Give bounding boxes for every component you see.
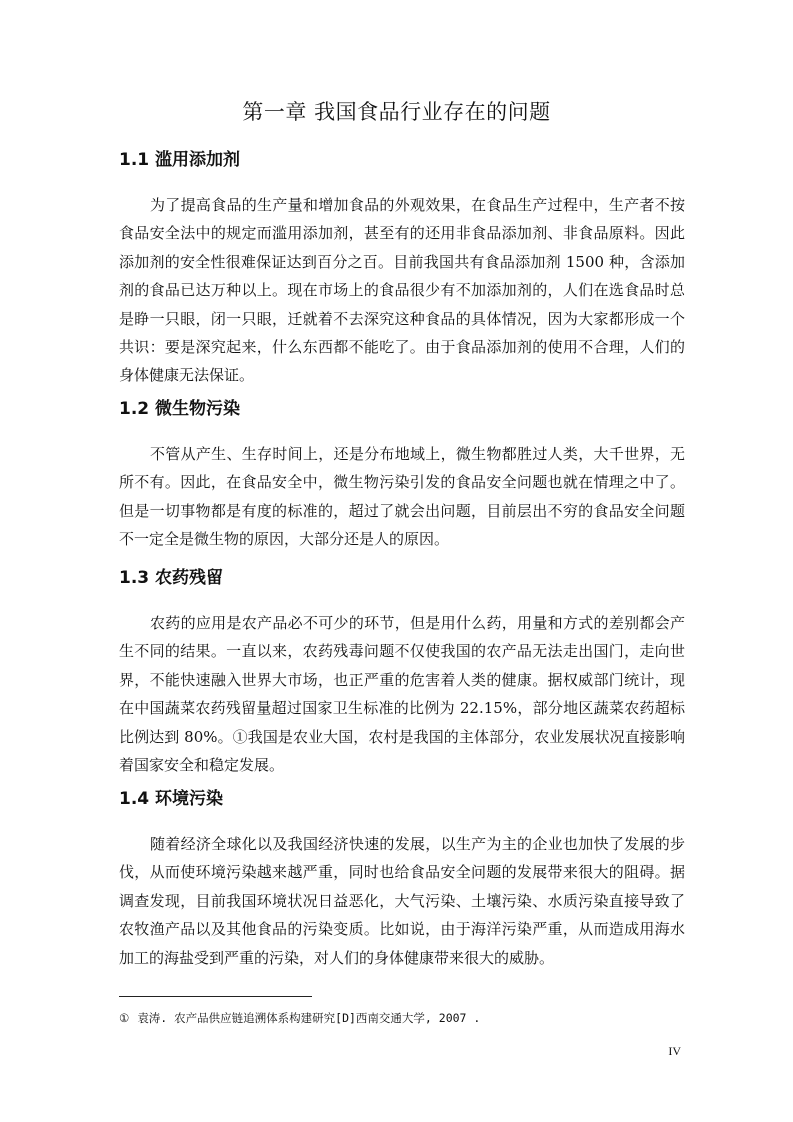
section-paragraph: 随着经济全球化以及我国经济快速的发展，以生产为主的企业也加快了发展的步伐，从而使环境污染越来越严重，同时也给食品安全问题的发展带来很大的阻碍。据调查发现，目前我国环境状况日益恶化，大气污染、土壤污染、水质污染直接导致了农牧渔产品以及其他食品的污染变质。比如说，由于海洋污染严重，从而造成用海水加工的海盐受到严重的污染，对人们的身体健康带来很大的威胁。 — [119, 835, 685, 967]
chapter-title: 第一章 我国食品行业存在的问题 — [242, 100, 551, 124]
footnote-text: 袁涛. 农产品供应链追溯体系构建研究[D]西南交通大学, 2007 . — [137, 1011, 481, 1025]
section-heading: 1.3 农药残留 — [119, 568, 224, 588]
section-environmental-pollution — [119, 786, 685, 972]
section-heading: 1.4 环境污染 — [119, 789, 224, 809]
footnote-divider — [119, 996, 312, 997]
footnote — [119, 1010, 685, 1026]
section-heading: 1.1 滥用添加剂 — [119, 150, 241, 170]
section-microbial-contamination — [119, 396, 685, 554]
section-pesticide-residue — [119, 565, 685, 779]
section-paragraph: 为了提高食品的生产量和增加食品的外观效果，在食品生产过程中，生产者不按食品安全法中的规定而滥用添加剂，甚至有的还用非食品添加剂、非食品原料。因此添加剂的安全性很难保证达到百分之百。目前我国共有食品添加剂 1500 种，含添加剂的食品已达万种以上。现在市场上的食品很少有不加添加剂的，人们在选食品时总是睁一只眼，闭一只眼，迁就着不去深究这种食品的具体情况，因为大家都形成一个共识：要是深究起来，什么东西都不能吃了。由于食品添加剂的使用不合理，人们的身体健康无法保证。 — [119, 196, 685, 385]
section-additives — [119, 147, 685, 390]
page-number: IV — [668, 1044, 681, 1058]
footnote-marker: ① — [119, 1011, 130, 1025]
section-paragraph: 不管从产生、生存时间上，还是分布地域上，微生物都胜过人类，大千世界，无所不有。因此，在食品安全中，微生物污染引发的食品安全问题也就在情理之中了。但是一切事物都是有度的标准的，超过了就会出问题，目前层出不穷的食品安全问题不一定全是微生物的原因，大部分还是人的原因。 — [119, 445, 685, 549]
section-paragraph: 农药的应用是农产品必不可少的环节，但是用什么药，用量和方式的差别都会产生不同的结果。一直以来，农药残毒问题不仅使我国的农产品无法走出国门，走向世界，不能快速融入世界大市场，也正严重的危害着人类的健康。据权威部门统计，现在中国蔬菜农药残留量超过国家卫生标准的比例为 22.15%，部分地区蔬菜农药超标比例达到 80%。①我国是农业大国，农村是我国的主体部分，农业发展状况直接影响着国家安全和稳定发展。 — [119, 614, 685, 775]
section-heading: 1.2 微生物污染 — [119, 399, 241, 419]
